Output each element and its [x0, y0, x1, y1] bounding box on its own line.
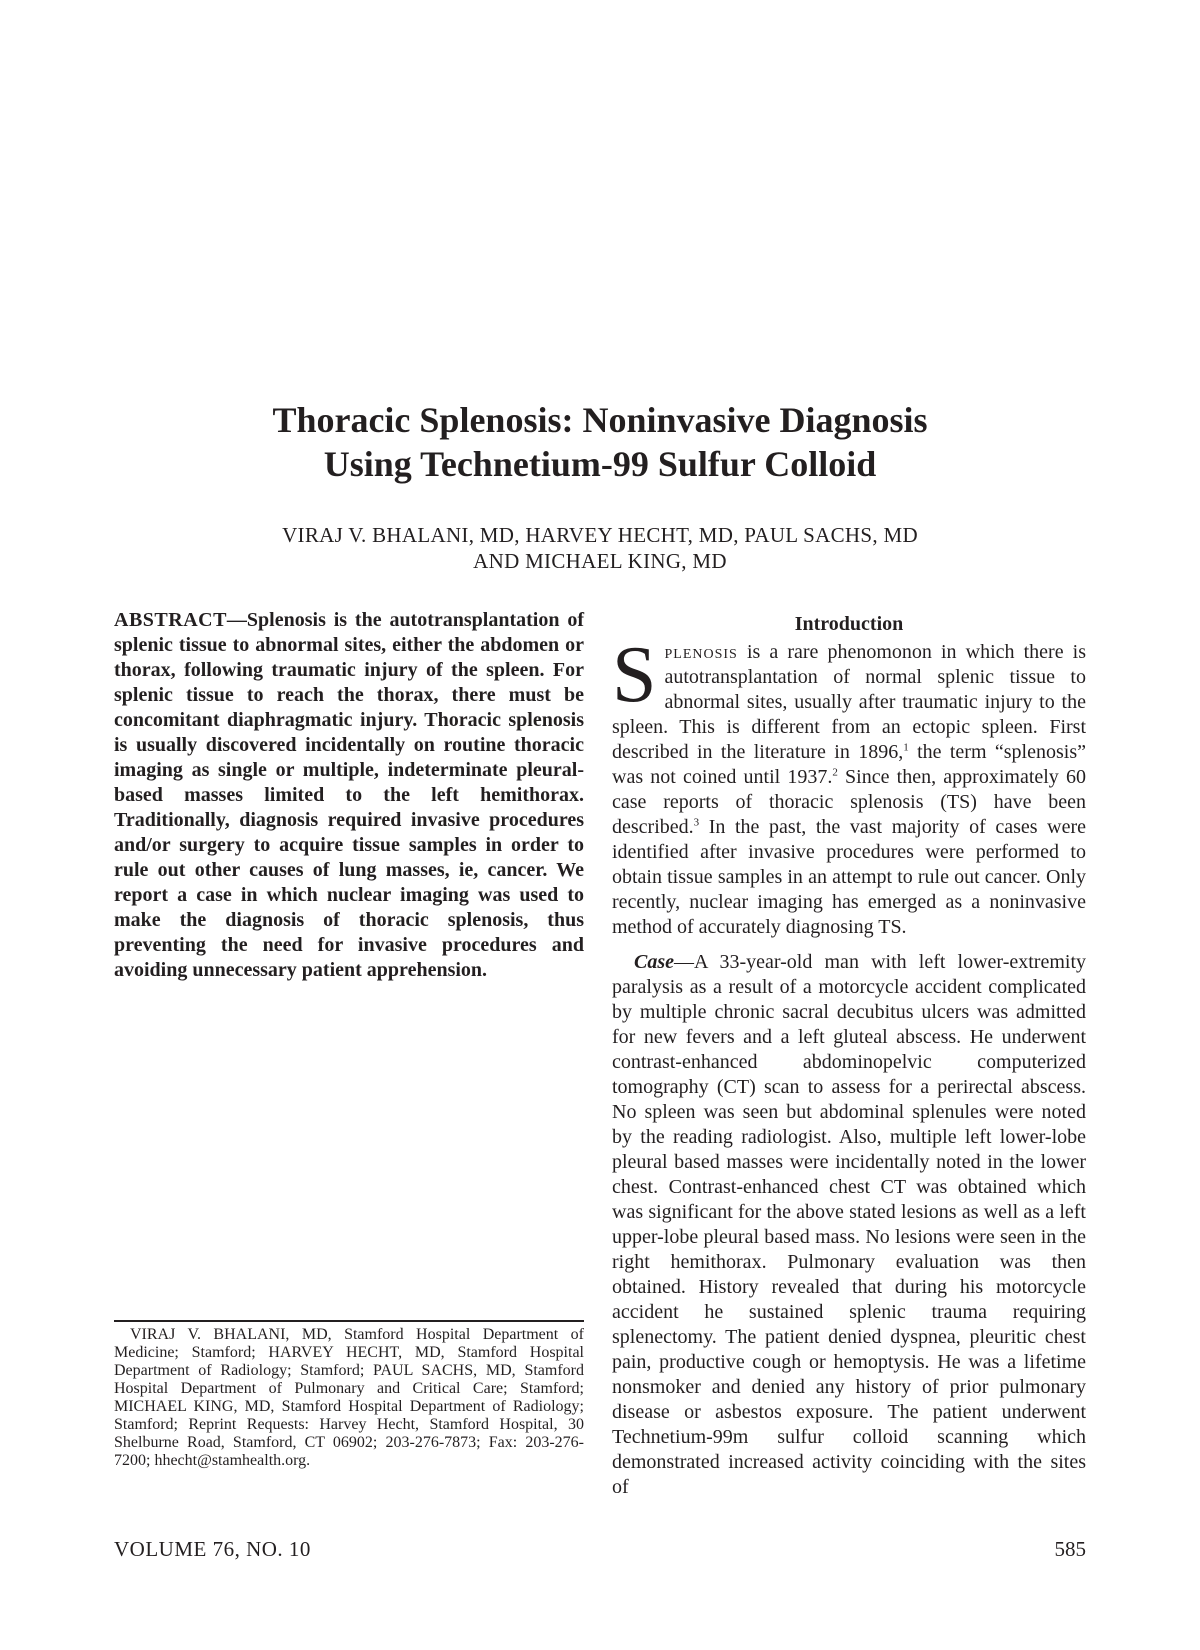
- page-number: 585: [1054, 1537, 1086, 1561]
- introduction-paragraph: [612, 631, 1086, 940]
- intro-text-c: Since then, approximately 60 case reports of thoracic splenosis (TS) have been described.: [612, 766, 1086, 838]
- abstract: [114, 608, 584, 983]
- author-list-line-1: VIRAJ V. BHALANI, MD, HARVEY HECHT, MD, PAUL SACHS, MD: [282, 523, 918, 547]
- case-dash: —: [674, 951, 694, 973]
- introduction-heading: Introduction: [794, 613, 904, 635]
- journal-volume: VOLUME 76, NO. 10: [114, 1537, 311, 1561]
- case-text: A 33-year-old man with left lower-extremity paralysis as a result of a motorcycle accident complicated by multiple chronic sacral decubitus ulcers was admitted for new fevers and a left gluteal abscess. He underwent contrast-enhanced abdominopelvic computerized tomography (CT) scan to assess for a perirectal abscess. No spleen was seen but abdominal splenules were noted by the reading radiologist. Also, multiple left lower-lobe pleural based masses were incidentally noted in the lower chest. Contrast-enhanced chest CT was obtained which was significant for the above stated lesions as well as a left upper-lobe pleural based mass. No lesions were seen in the right hemithorax. Pulmonary evaluation was then obtained. History revealed that during his motorcycle accident he sustained splenic trauma requiring splenectomy. The patient denied dyspnea, pleuritic chest pain, productive cough or hemoptysis. He was a lifetime nonsmoker and denied any history of prior pulmonary disease or asbestos exposure. The patient underwent Technetium-99m sulfur colloid scanning which demonstrated increased activity coinciding with the sites of: [612, 951, 1086, 1498]
- reference-3: 3: [693, 816, 700, 829]
- drop-cap: S: [612, 631, 657, 719]
- intro-smallcaps: plenosis: [664, 641, 738, 663]
- intro-text-b: the term “splenosis” was not coined until 1937.: [612, 741, 1086, 788]
- author-list-line-2: AND MICHAEL KING, MD: [473, 549, 727, 573]
- case-label: Case: [634, 951, 674, 973]
- footnote-divider: [114, 1320, 584, 1322]
- case-paragraph: [612, 950, 1086, 1500]
- abstract-label: ABSTRACT: [114, 609, 227, 631]
- article-title-line-1: Thoracic Splenosis: Noninvasive Diagnosis: [272, 400, 928, 440]
- intro-text-a: is a rare phenomonon in which there is autotransplantation of normal splenic tissue to abnormal sites, usually after traumatic injury to the spleen. This is different from an ectopic spleen. First described in the literature in 1896,: [612, 641, 1086, 763]
- left-column: [114, 608, 584, 983]
- article-title-line-2: Using Technetium-99 Sulfur Colloid: [323, 444, 877, 484]
- reference-2: 2: [832, 766, 838, 779]
- author-list: [0, 522, 1200, 574]
- right-column: [612, 612, 1086, 1500]
- abstract-text: Splenosis is the autotransplantation of splenic tissue to abnormal sites, either the abdomen or thorax, following traumatic injury of the spleen. For splenic tissue to reach the thorax, there must be concomitant diaphragmatic injury. Thoracic splenosis is usually discovered incidentally on routine thoracic imaging as single or multiple, indeterminate pleural-based masses limited to the left hemithorax. Traditionally, diagnosis required invasive procedures and/or surgery to acquire tissue samples in order to rule out other causes of lung masses, ie, cancer. We report a case in which nuclear imaging was used to make the diagnosis of thoracic splenosis, thus preventing the need for invasive procedures and avoiding unnecessary patient apprehension.: [114, 609, 584, 981]
- reference-1: 1: [903, 741, 909, 754]
- article-title: [0, 398, 1200, 486]
- abstract-dash: —: [226, 609, 247, 631]
- intro-text-d: In the past, the vast majority of cases were identified after invasive procedures were performed to obtain tissue samples in an attempt to rule out cancer. Only recently, nuclear imaging has emerged as a noninvasive method of accurately diagnosing TS.: [612, 816, 1086, 938]
- author-affiliations-footnote: VIRAJ V. BHALANI, MD, Stamford Hospital Department of Medicine; Stamford; HARVEY HECHT, MD, Stamford Hospital Department of Radiology; Stamford; PAUL SACHS, MD, Stamford Hospital Department of Pulmonary and Critical Care; Stamford; MICHAEL KING, MD, Stamford Hospital Department of Radiology; Stamford; Reprint Requests: Harvey Hecht, Stamford Hospital, 30 Shelburne Road, Stamford, CT 06902; 203-276-7873; Fax: 203-276-7200; hhecht@stamhealth.org.: [114, 1326, 584, 1469]
